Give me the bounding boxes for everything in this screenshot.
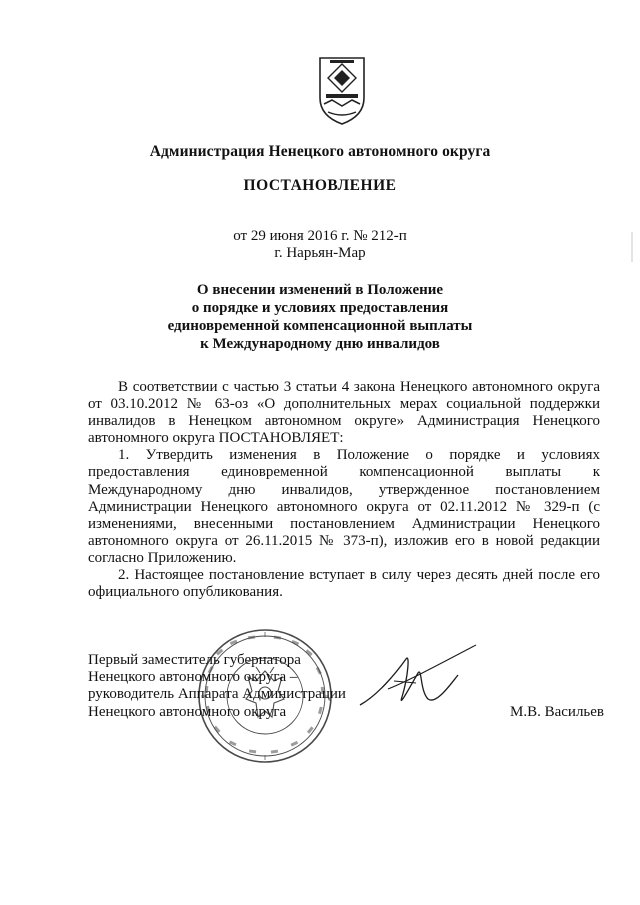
subject-line: к Международному дню инвалидов (200, 336, 440, 352)
document-body (88, 379, 600, 601)
document-type: ПОСТАНОВЛЕНИЕ (243, 177, 397, 194)
document-date-block (0, 228, 640, 262)
subject-line: О внесении изменений в Положение (196, 282, 444, 298)
subject-line: о порядке и условиях предоставления (191, 300, 449, 316)
signature-title-line: Первый заместитель губернатора (88, 652, 301, 668)
organization-title: Администрация Ненецкого автономного округа (149, 143, 491, 160)
signature-title-line: Ненецкого автономного округа – (88, 669, 298, 686)
signer-name: М.В. Васильев (510, 704, 605, 720)
document-subject (0, 281, 640, 353)
item-2-paragraph: 2. Настоящее постановление вступает в силу через десять дней после его официального опубликования. (88, 567, 600, 601)
item-1-paragraph: 1. Утвердить изменения в Положение о порядке и условиях предоставления единовременной компенсационной выплаты к Международному дню инвалидов, утвержденное постановлением Администрации Ненецкого автономного округа от 02.11.2012 № 329-п (с изменениями, внесенными постановлением Администрации Ненецкого автономного округа от 26.11.2015 № 373-п), изложив его в новой редакции согласно Приложению. (88, 447, 600, 566)
handwritten-signature-icon (358, 643, 478, 718)
coat-of-arms-icon (316, 52, 368, 126)
signature-title-block (88, 652, 346, 721)
signature-title-line: руководитель Аппарата Администрации (88, 686, 346, 703)
margin-mark (630, 232, 634, 262)
document-date: от 29 июня 2016 г. № 212-п (233, 228, 407, 244)
document-place: г. Нарьян-Мар (274, 245, 366, 261)
intro-paragraph: В соответствии с частью 3 статьи 4 закона Ненецкого автономного округа от 03.10.2012 № 63-оз «О дополнительных мерах социальной поддержки инвалидов в Ненецком автономном округе» Администрация Ненецкого автономного округа ПОСТАНОВЛЯЕТ: (88, 379, 600, 447)
signature-title-line: Ненецкого автономного округа (88, 703, 287, 720)
subject-line: единовременной компенсационной выплаты (167, 318, 473, 334)
